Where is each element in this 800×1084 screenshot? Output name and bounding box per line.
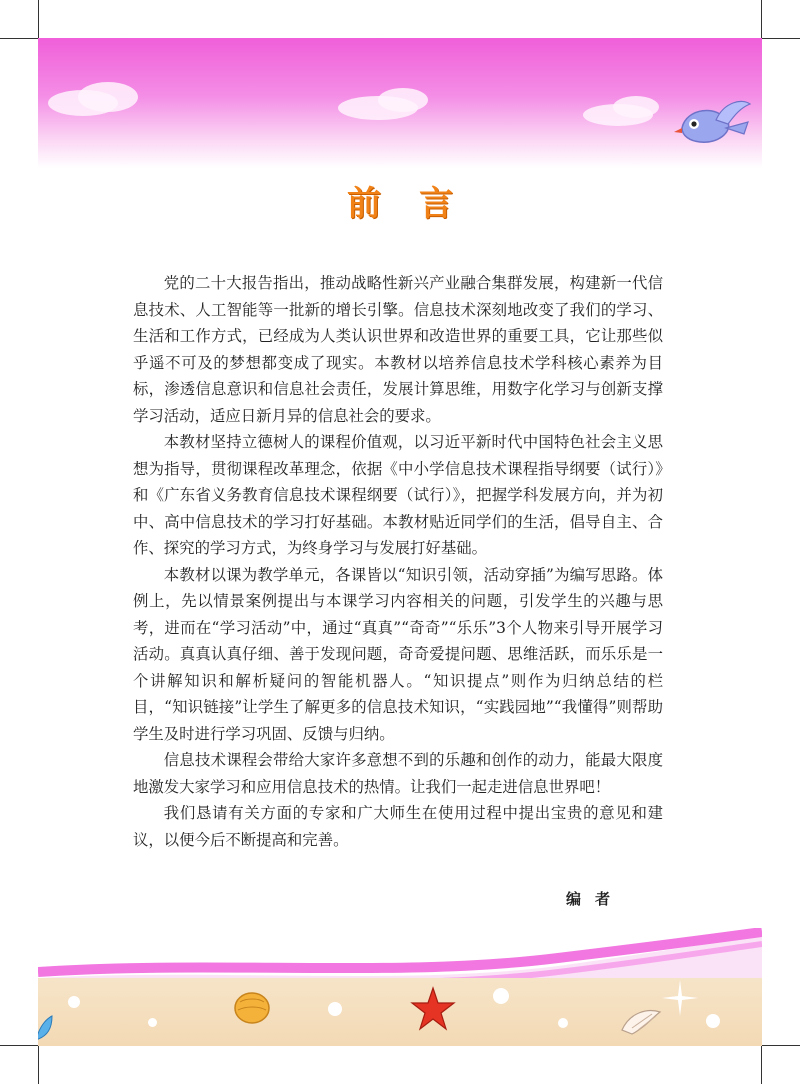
paragraph: 本教材以课为教学单元，各课皆以“知识引领，活动穿插”为编写思路。体例上，先以情景案例提出与本课学习内容相关的问题，引发学生的兴趣与思考，进而在“学习活动”中，通过“真真”“奇奇”“乐乐”3个人物来引导开展学习活动。真真认真仔细、善于发现问题，奇奇爱提问题、思维活跃，而乐乐是一个讲解知识和解析疑问的智能机器人。“知识提点”则作为归纳总结的栏目，“知识链接”让学生了解更多的信息技术知识，“实践园地”“我懂得”则帮助学生及时进行学习巩固、反馈与归纳。 [133, 565, 663, 743]
paragraph: 信息技术课程会带给大家许多意想不到的乐趣和创作的动力，能最大限度地激发大家学习和应用信息技术的热情。让我们一起走进信息世界吧！ [133, 751, 663, 796]
preface-body [133, 270, 663, 853]
bird-icon [672, 94, 752, 154]
cloud-decoration [613, 96, 659, 118]
sand-dot [68, 996, 80, 1008]
shell-icon [232, 990, 272, 1026]
sand-dot [493, 988, 509, 1004]
starfish-icon [410, 986, 456, 1032]
shell-icon [38, 1014, 54, 1042]
cloud-decoration [378, 88, 428, 112]
footer-beach [38, 928, 762, 1046]
paragraph: 我们恳请有关方面的专家和广大师生在使用过程中提出宝贵的意见和建议，以便今后不断提高和完善。 [133, 804, 663, 849]
sand-dot [706, 1014, 720, 1028]
sand-dot [558, 1018, 568, 1028]
preface-page [38, 38, 762, 1046]
paragraph: 党的二十大报告指出，推动战略性新兴产业融合集群发展，构建新一代信息技术、人工智能等一批新的增长引擎。信息技术深刻地改变了我们的学习、生活和工作方式，已经成为人类认识世界和改造世界的重要工具，它让那些似乎遥不可及的梦想都变成了现实。本教材以培养信息技术学科核心素养为目标，渗透信息意识和信息社会责任，发展计算思维，用数字化学习与创新支撑学习活动，适应日新月异的信息社会的要求。 [133, 274, 663, 425]
paragraph: 本教材坚持立德树人的课程价值观，以习近平新时代中国特色社会主义思想为指导，贯彻课程改革理念，依据《中小学信息技术课程指导纲要（试行）》和《广东省义务教育信息技术课程纲要（试行）》，把握学科发展方向，并为初中、高中信息技术的学习打好基础。本教材贴近同学们的生活，倡导自主、合作、探究的学习方式，为终身学习与发展打好基础。 [133, 433, 663, 557]
sand-dot [148, 1018, 157, 1027]
header-banner [38, 38, 762, 168]
signature: 编者 [565, 890, 624, 908]
conch-icon [618, 1006, 662, 1036]
sand-dot [328, 1002, 342, 1016]
sparkle-icon [662, 980, 698, 1016]
page-title: 前言 [347, 184, 491, 224]
cloud-decoration [78, 82, 138, 112]
